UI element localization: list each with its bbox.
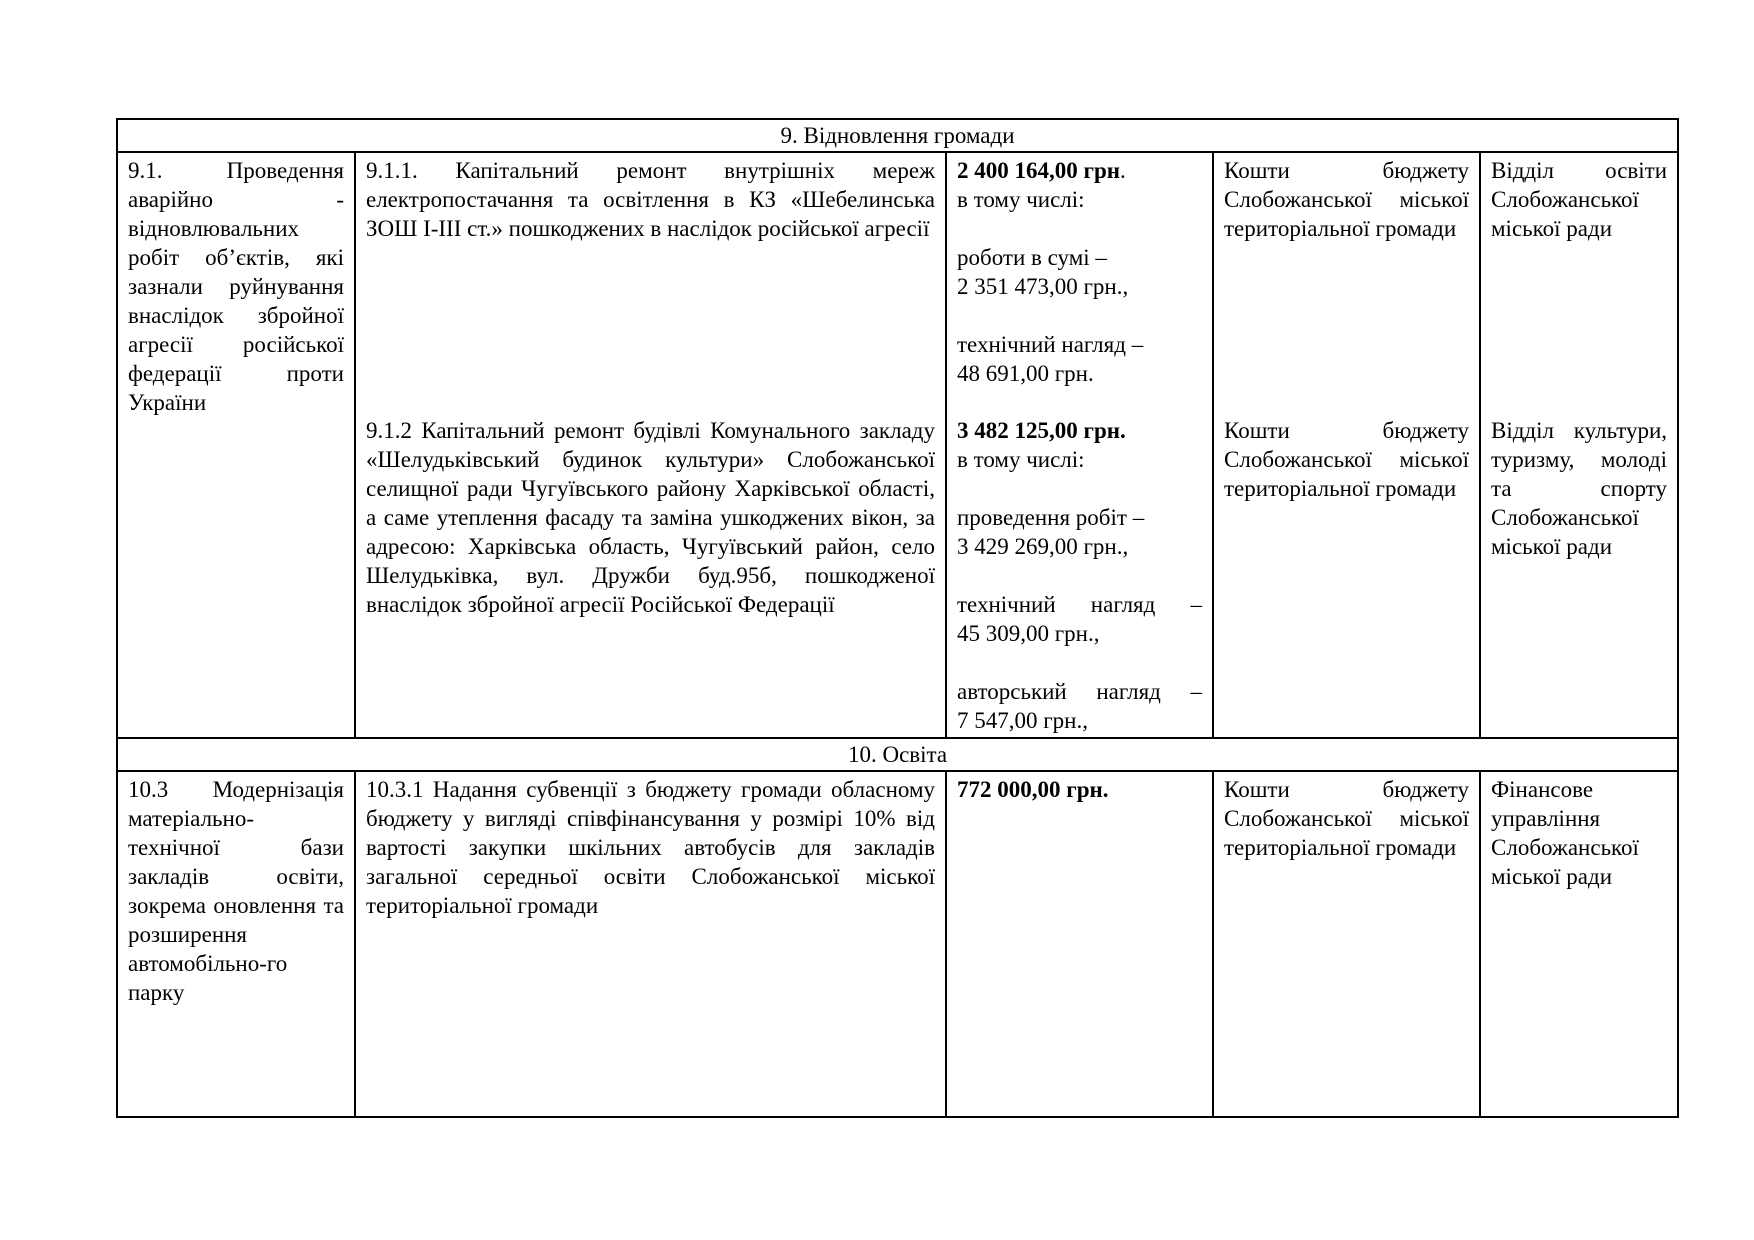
measure-10-3-text: 10.3 Модернізація матеріально-технічної бази закладів освіти, зокрема оновлення та розширення автомобільно-го парку xyxy=(128,777,344,1005)
executor-9-1-2-text: Відділ культури, туризму, молоді та спорту Слобожанської міської ради xyxy=(1491,418,1668,559)
amount-9-1-2-line3-label: авторський нагляд – xyxy=(957,679,1202,704)
amount-9-1-2-line1-value: 3 429 269,00 грн., xyxy=(957,534,1129,559)
task-9-1-1 xyxy=(355,152,946,413)
amount-9-1-1-total-suffix: . xyxy=(1120,158,1126,183)
task-9-1-1-text: 9.1.1. Капітальний ремонт внутрішніх мереж електропостачання та освітлення в КЗ «Шебелинська ЗОШ I-III ст.» пошкоджених в наслідок російської агресії xyxy=(366,158,935,241)
amount-9-1-2-line1-label: проведення робіт – xyxy=(957,505,1145,530)
task-10-3-1 xyxy=(355,771,946,1117)
source-10-3-1 xyxy=(1213,771,1480,1117)
source-9-1-1 xyxy=(1213,152,1480,413)
amount-9-1-2-line2-value: 45 309,00 грн., xyxy=(957,621,1100,646)
amount-9-1-1-line2-label: технічний нагляд – xyxy=(957,332,1144,357)
amount-9-1-1-total-line xyxy=(957,156,1202,185)
source-9-1-2 xyxy=(1213,413,1480,738)
task-9-1-2 xyxy=(355,413,946,738)
source-9-1-1-text: Кошти бюджету Слобожанської міської територіальної громади xyxy=(1224,158,1469,241)
executor-9-1-1 xyxy=(1480,152,1678,413)
amount-9-1-2-incl: в тому числі: xyxy=(957,447,1085,472)
source-9-1-2-text: Кошти бюджету Слобожанської міської територіальної громади xyxy=(1224,418,1469,501)
task-9-1-2-text: 9.1.2 Капітальний ремонт будівлі Комунального закладу «Шелудьківський будинок культури» Слобожанської селищної ради Чугуївського району Харківської області, а саме утеплення фасаду та заміна ушкоджених вікон, за адресою: Харківська область, Чугуївський район, село Шелудьківка, вул. Дружби буд.95б, пошкодженої внаслідок збройної агресії Російської Федерації xyxy=(366,418,935,617)
amount-9-1-1 xyxy=(946,152,1213,413)
task-10-3-1-text: 10.3.1 Надання субвенції з бюджету громади обласному бюджету у вигляді співфінансування у розмірі 10% від вартості закупки шкільних автобусів для закладів загальної середньої освіти Слобожанської міської територіальної громади xyxy=(366,777,935,918)
amount-10-3-1-total: 772 000,00 грн. xyxy=(957,777,1109,802)
measure-10-3 xyxy=(117,771,355,1117)
measure-9-1-text: 9.1. Проведення аварійно - відновлювальних робіт об’єктів, які зазнали руйнування внаслідок збройної агресії російської федерації проти України xyxy=(128,158,344,415)
executor-10-3-1 xyxy=(1480,771,1678,1117)
amount-9-1-1-line1-label: роботи в сумі – xyxy=(957,245,1107,270)
amount-9-1-1-line2-value: 48 691,00 грн. xyxy=(957,361,1094,386)
amount-9-1-1-incl: в тому числі: xyxy=(957,187,1085,212)
executor-9-1-1-text: Відділ освіти Слобожанської міської ради xyxy=(1491,158,1668,241)
amount-9-1-2 xyxy=(946,413,1213,738)
amount-9-1-1-total: 2 400 164,00 грн xyxy=(957,158,1120,183)
section-9-title: 9. Відновлення громади xyxy=(117,119,1678,152)
amount-9-1-2-line3-value: 7 547,00 грн., xyxy=(957,708,1088,733)
amount-9-1-2-total: 3 482 125,00 грн. xyxy=(957,418,1126,443)
executor-10-3-1-text: Фінансове управління Слобожанської міської ради xyxy=(1491,777,1639,889)
executor-9-1-2 xyxy=(1480,413,1678,738)
amount-10-3-1 xyxy=(946,771,1213,1117)
amount-9-1-1-line1-value: 2 351 473,00 грн., xyxy=(957,274,1129,299)
amount-9-1-2-line2-label: технічний нагляд – xyxy=(957,592,1202,617)
section-10-title: 10. Освіта xyxy=(117,738,1678,771)
program-table xyxy=(116,118,1679,1118)
source-10-3-1-text: Кошти бюджету Слобожанської міської територіальної громади xyxy=(1224,777,1469,860)
measure-9-1 xyxy=(117,152,355,738)
